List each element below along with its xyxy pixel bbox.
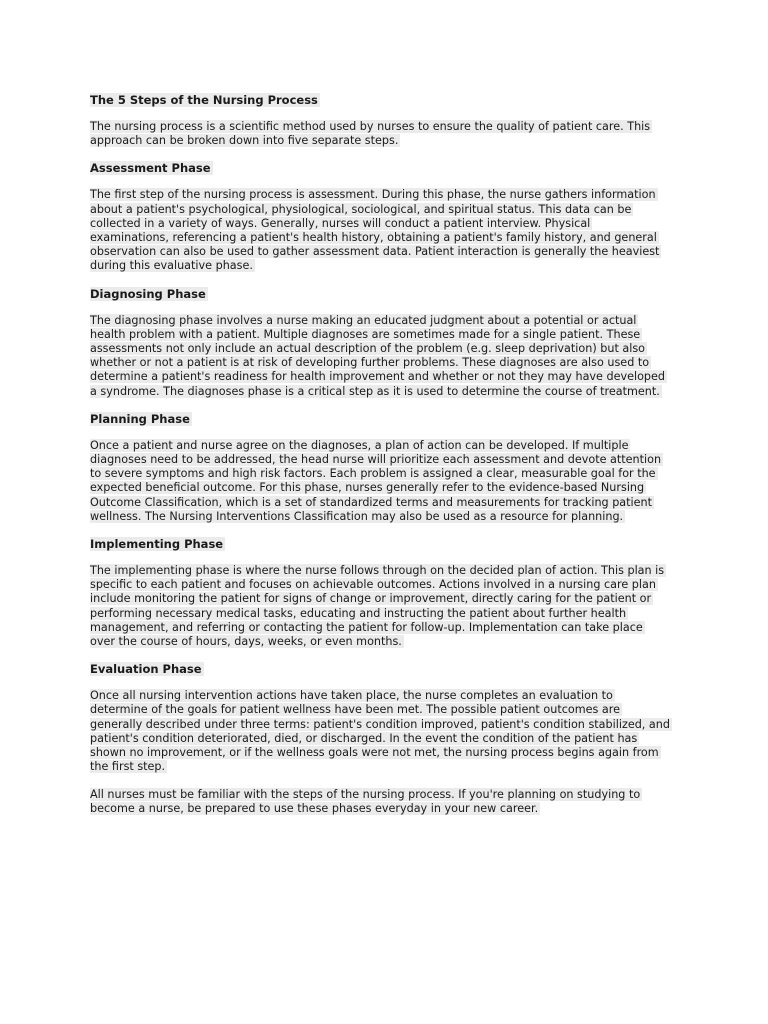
text-line: become a nurse, be prepared to use these phases everyday in your new career. xyxy=(90,801,539,815)
text-line: The implementing phase is where the nurse follows through on the decided plan of action. This plan is xyxy=(90,564,665,578)
text-line: diagnoses need to be addressed, the head nurse will prioritize each assessment and devote attention xyxy=(90,453,662,467)
text-line: The diagnosing phase involves a nurse making an educated judgment about a potential or actual xyxy=(90,313,637,327)
text-line: specific to each patient and focuses on achievable outcomes. Actions involved in a nursing care plan xyxy=(90,578,656,592)
text-line: include monitoring the patient for signs of change or improvement, directly caring for the patient or xyxy=(90,592,652,606)
section-heading-diagnosing: Diagnosing Phase xyxy=(90,286,206,301)
text-line: determine a patient's readiness for health improvement and whether or not they may have developed xyxy=(90,370,666,384)
section-heading-evaluation: Evaluation Phase xyxy=(90,662,202,677)
section-heading-implementing: Implementing Phase xyxy=(90,537,224,552)
document-page xyxy=(90,93,690,829)
section-paragraph-implementing xyxy=(90,564,690,649)
section-paragraph-planning xyxy=(90,439,690,524)
text-line: wellness. The Nursing Interventions Classification may also be used as a resource for planning. xyxy=(90,509,624,523)
text-line: approach can be broken down into five separate steps. xyxy=(90,134,399,148)
document-title: The 5 Steps of the Nursing Process xyxy=(90,93,318,107)
text-line: observation can also be used to gather assessment data. Patient interaction is generally the heaviest xyxy=(90,245,660,259)
text-line: about a patient's psychological, physiological, sociological, and spiritual status. This data can be xyxy=(90,202,632,216)
text-line: patient's condition deteriorated, died, or discharged. In the event the condition of the patient has xyxy=(90,731,638,745)
intro-paragraph xyxy=(90,120,690,148)
closing-paragraph xyxy=(90,788,690,816)
text-line: shown no improvement, or if the wellness goals were not met, the nursing process begins again from xyxy=(90,746,659,760)
text-line: the first step. xyxy=(90,760,166,774)
text-line: determine of the goals for patient wellness have been met. The possible patient outcomes are xyxy=(90,703,620,717)
text-line: performing necessary medical tasks, educating and instructing the patient about further health xyxy=(90,606,627,620)
text-line: Outcome Classification, which is a set of standardized terms and measurements for tracking patient xyxy=(90,495,653,509)
section-paragraph-diagnosing xyxy=(90,314,690,399)
text-line: to severe symptoms and high risk factors. Each problem is assigned a clear, measurable goal for the xyxy=(90,467,656,481)
section-heading-assessment: Assessment Phase xyxy=(90,161,211,176)
section-paragraph-evaluation xyxy=(90,689,690,774)
text-line: during this evaluative phase. xyxy=(90,259,253,273)
text-line: management, and referring or contacting the patient for follow-up. Implementation can take place xyxy=(90,620,643,634)
text-line: collected in a variety of ways. Generally, nurses will conduct a patient interview. Physical xyxy=(90,216,591,230)
text-line: over the course of hours, days, weeks, or even months. xyxy=(90,635,402,649)
text-line: Once a patient and nurse agree on the diagnoses, a plan of action can be developed. If multiple xyxy=(90,438,629,452)
text-line: whether or not a patient is at risk of developing further problems. These diagnoses are also used to xyxy=(90,356,650,370)
text-line: expected beneficial outcome. For this phase, nurses generally refer to the evidence-based Nursing xyxy=(90,481,645,495)
text-line: assessments not only include an actual description of the problem (e.g. sleep deprivation) but also xyxy=(90,342,646,356)
text-line: health problem with a patient. Multiple diagnoses are sometimes made for a single patient. These xyxy=(90,327,641,341)
text-line: The nursing process is a scientific method used by nurses to ensure the quality of patient care. This xyxy=(90,120,651,133)
text-line: Once all nursing intervention actions have taken place, the nurse completes an evaluation to xyxy=(90,689,613,703)
text-line: All nurses must be familiar with the steps of the nursing process. If you're planning on studying to xyxy=(90,787,641,801)
text-line: generally described under three terms: patient's condition improved, patient's condition stabilized, and xyxy=(90,717,670,731)
text-line: The first step of the nursing process is assessment. During this phase, the nurse gathers information xyxy=(90,188,656,202)
text-line: examinations, referencing a patient's health history, obtaining a patient's family history, and general xyxy=(90,231,657,245)
text-line: a syndrome. The diagnoses phase is a critical step as it is used to determine the course of treatment. xyxy=(90,384,660,398)
section-paragraph-assessment xyxy=(90,188,690,273)
section-heading-planning: Planning Phase xyxy=(90,411,190,426)
